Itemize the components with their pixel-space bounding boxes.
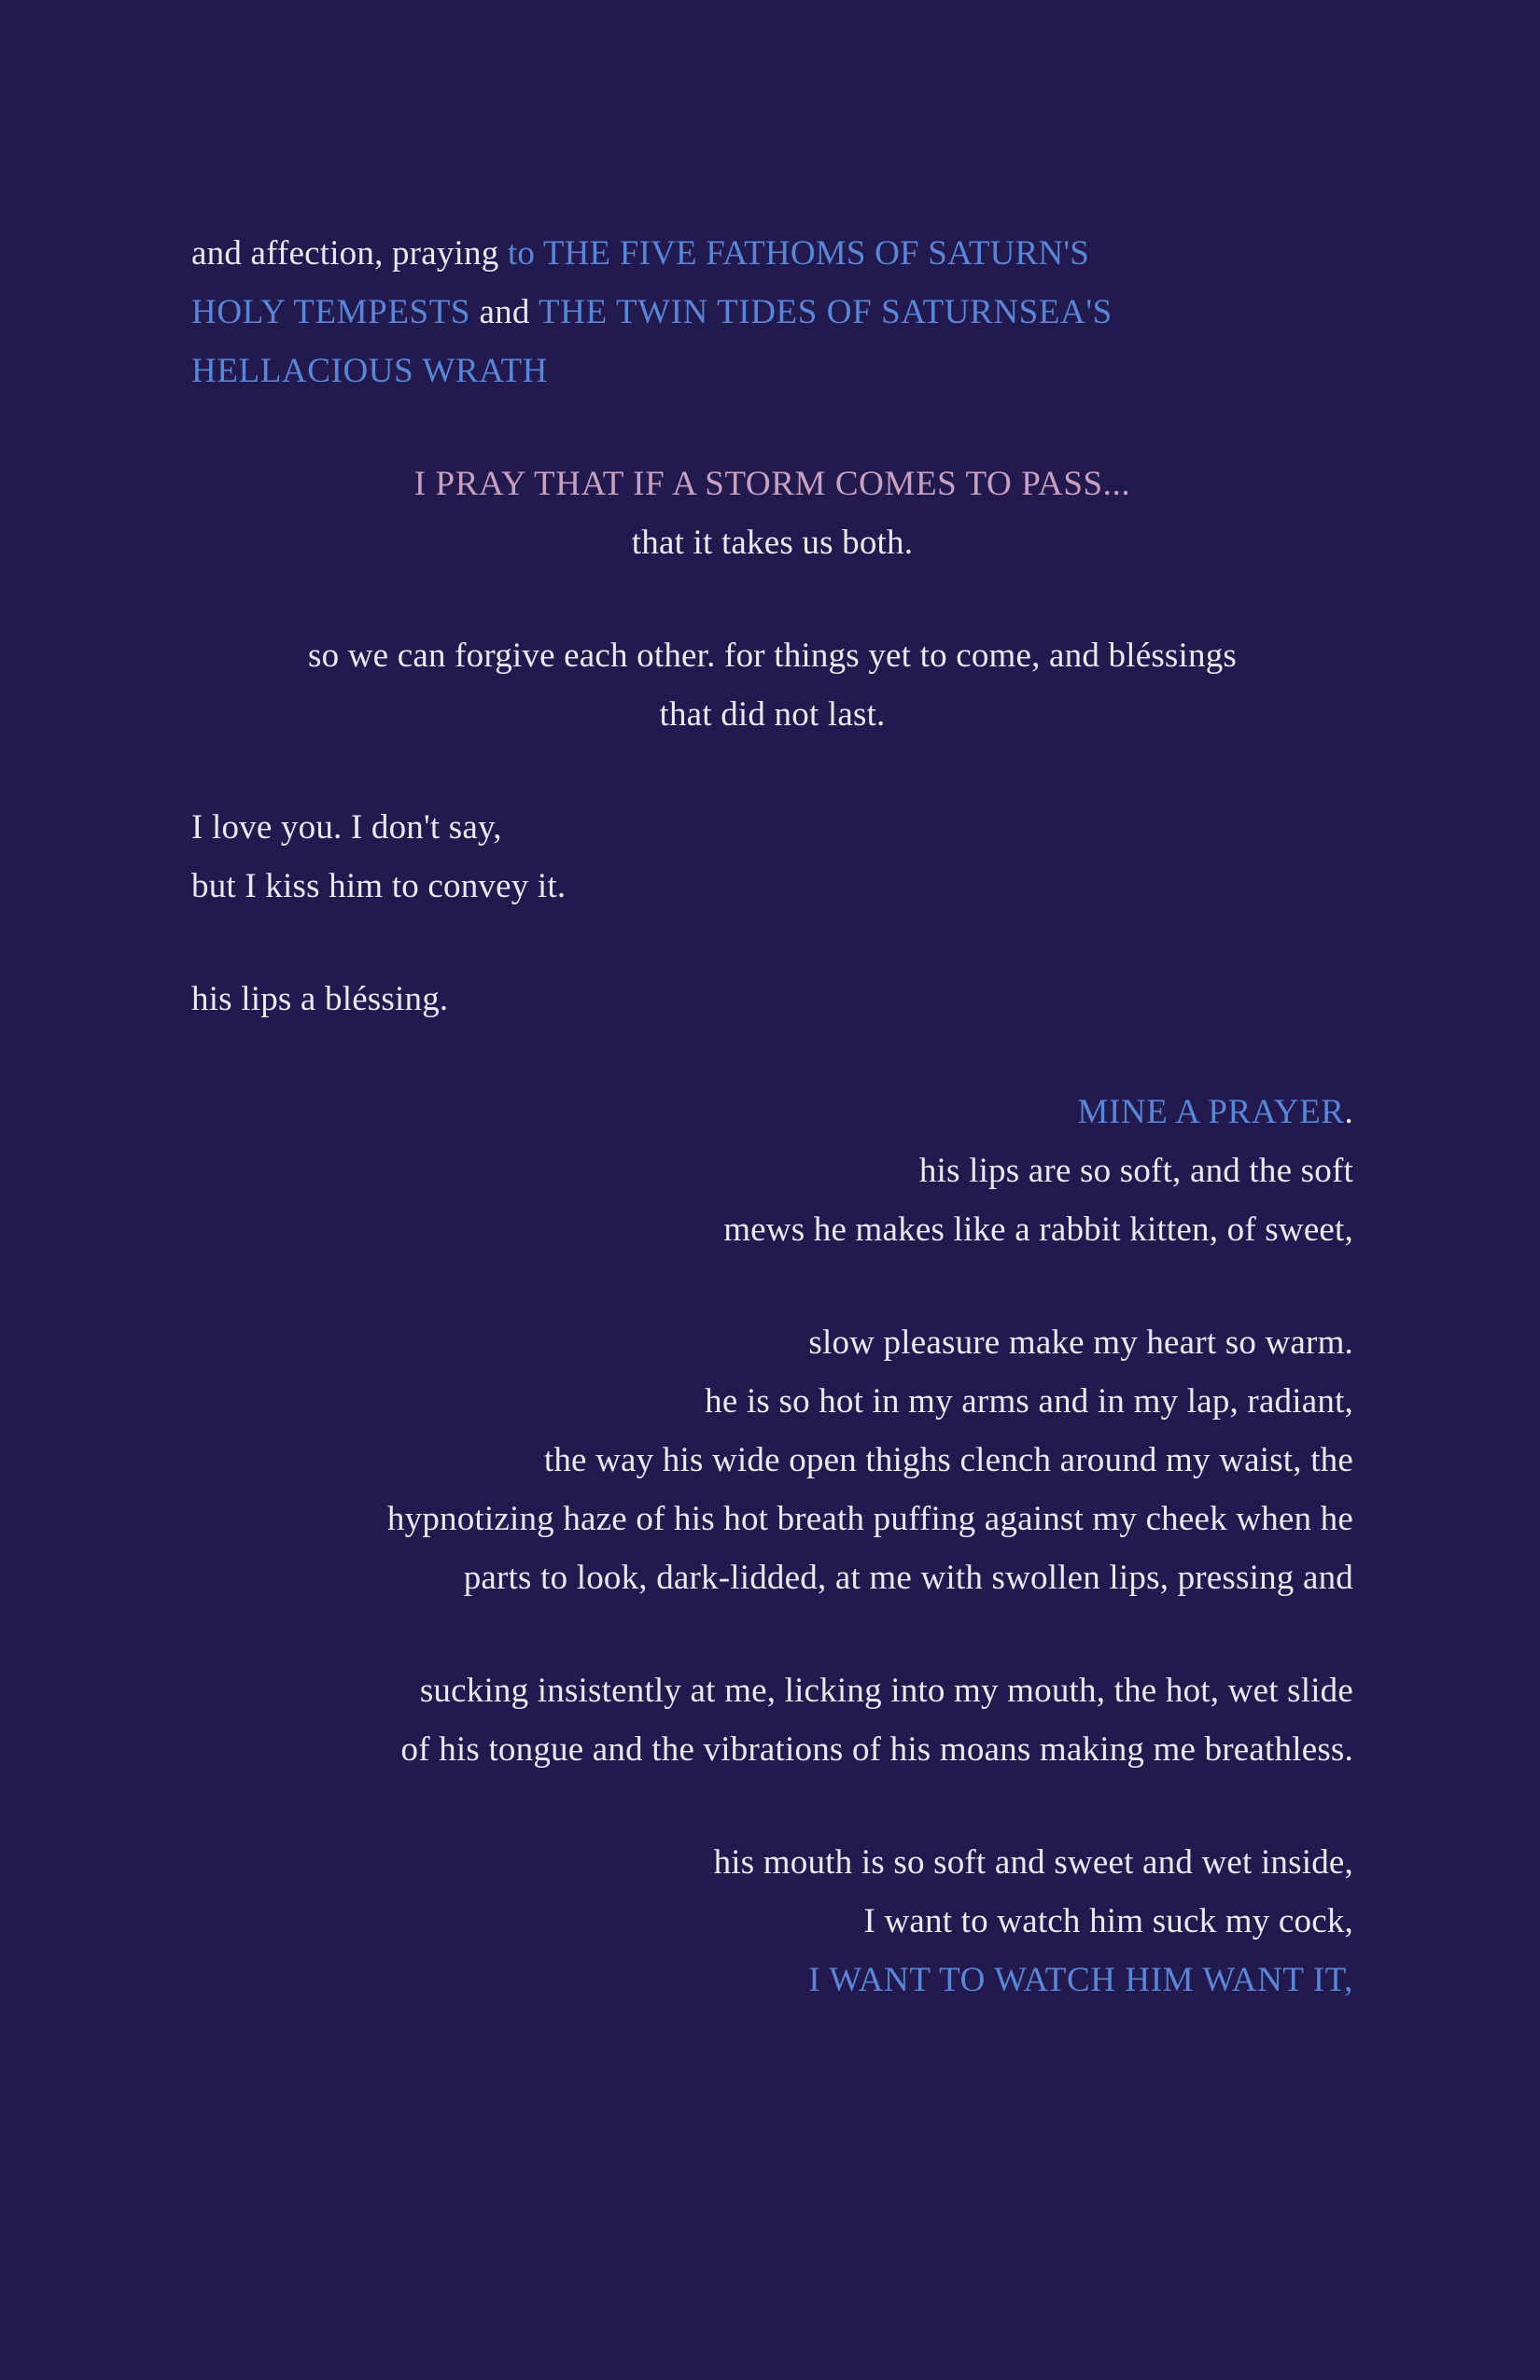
poem-line xyxy=(191,224,1353,283)
poem-line xyxy=(191,1141,1353,1200)
poem-line xyxy=(191,1833,1353,1892)
poem-line xyxy=(191,1372,1353,1431)
poem-stanza xyxy=(191,970,1353,1029)
poem-line xyxy=(191,970,1353,1029)
poem-line xyxy=(191,1490,1353,1548)
poem-text-run: sucking insistently at me, licking into my mouth, the hot, wet slide xyxy=(419,1672,1353,1710)
poem-stanza xyxy=(191,224,1353,400)
poem-line xyxy=(191,1720,1353,1779)
poem-line xyxy=(191,283,1353,342)
poem-stanza xyxy=(191,1833,1353,2009)
poem-text-run: his lips a bléssing. xyxy=(191,980,449,1018)
poem-text-run: his lips are so soft, and the soft xyxy=(918,1152,1353,1190)
poem-line xyxy=(191,1083,1353,1141)
poem-text-run: the way his wide open thighs clench around my waist, the xyxy=(543,1441,1353,1479)
poem-text-run: I WANT TO WATCH HIM WANT IT, xyxy=(808,1961,1353,1999)
poem-text-run: mews he makes like a rabbit kitten, of sweet, xyxy=(723,1211,1353,1249)
poem-text-run: I PRAY THAT IF A STORM COMES TO PASS... xyxy=(413,465,1131,503)
poem-text-run: HOLY TEMPESTS xyxy=(191,293,471,331)
poem-text-run: his mouth is so soft and sweet and wet inside, xyxy=(713,1843,1353,1882)
poem-text-run: so we can forgive each other. for things yet to come, and bléssings xyxy=(307,637,1238,675)
poem-line xyxy=(191,1313,1353,1372)
poem-line xyxy=(191,1661,1353,1720)
poem-text-run: he is so hot in my arms and in my lap, radiant, xyxy=(705,1382,1353,1421)
poem-line xyxy=(191,342,1353,400)
poem-stanza xyxy=(191,626,1353,744)
poem-stanza xyxy=(191,1083,1353,1259)
poem-line xyxy=(191,1200,1353,1259)
poem-text-run: but I kiss him to convey it. xyxy=(191,867,567,905)
poem-text-run: and xyxy=(470,293,539,331)
poem-line xyxy=(191,626,1353,685)
poem-text-run: and affection, praying xyxy=(191,234,508,273)
poem-line xyxy=(191,1951,1353,2009)
poem-text-run: MINE A PRAYER xyxy=(1077,1093,1345,1131)
poem-text-run: I love you. I don't say, xyxy=(191,808,502,847)
poem-stanza xyxy=(191,1313,1353,1607)
poem-text-run: slow pleasure make my heart so warm. xyxy=(808,1323,1353,1362)
poem-line xyxy=(191,798,1353,857)
poem-line xyxy=(191,1892,1353,1951)
poem-stanza xyxy=(191,455,1353,572)
poem-line xyxy=(191,513,1353,572)
poem-text-run: of his tongue and the vibrations of his moans making me breathless. xyxy=(400,1730,1353,1769)
poem-line xyxy=(191,857,1353,916)
poem-text-run: THE TWIN TIDES OF SATURNSEA'S xyxy=(539,293,1113,331)
poem-line xyxy=(191,1548,1353,1607)
poem-text-run: that did not last. xyxy=(659,695,886,734)
poem-line xyxy=(191,455,1353,513)
poem-text-run: to THE FIVE FATHOMS OF SATURN'S xyxy=(507,234,1089,273)
poem-line xyxy=(191,685,1353,744)
poem-line xyxy=(191,1431,1353,1490)
poem-body xyxy=(191,224,1353,2009)
poem-text-run: . xyxy=(1344,1093,1353,1131)
poem-text-run: parts to look, dark-lidded, at me with swollen lips, pressing and xyxy=(463,1559,1353,1597)
poem-text-run: that it takes us both. xyxy=(631,524,914,562)
poem-text-run: HELLACIOUS WRATH xyxy=(191,352,548,390)
poem-text-run: I want to watch him suck my cock, xyxy=(863,1902,1353,1940)
poem-stanza xyxy=(191,798,1353,916)
poem-text-run: hypnotizing haze of his hot breath puffing against my cheek when he xyxy=(386,1500,1353,1538)
poem-stanza xyxy=(191,1661,1353,1779)
